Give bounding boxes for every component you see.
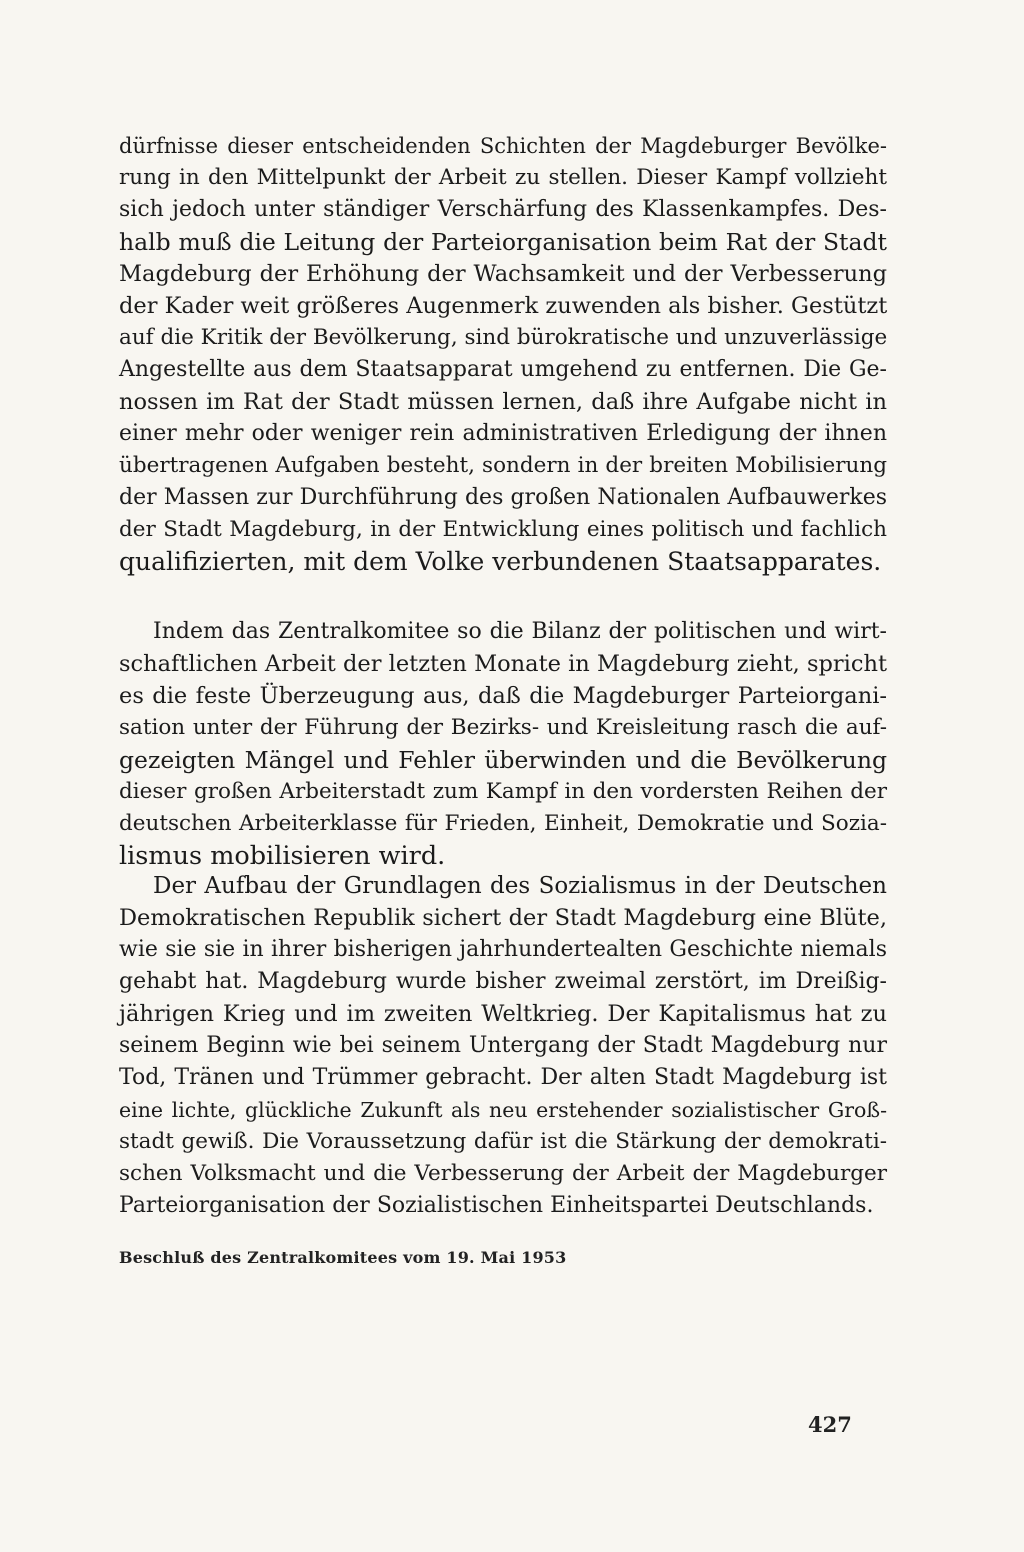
text-line: sich jedoch unter ständiger Verschärfung des Klassenkampfes. Des-: [119, 197, 887, 222]
text-line: lismus mobilisieren wird.: [119, 841, 446, 871]
text-line: qualifizierten, mit dem Volke verbundenen Staatsapparates.: [119, 547, 882, 576]
paragraph-1: [119, 130, 887, 578]
text-line: jährigen Krieg und im zweiten Weltkrieg. Der Kapitalismus hat zu: [119, 1001, 887, 1027]
text-line: einer mehr oder weniger rein administrativen Erledigung der ihnen: [119, 421, 887, 446]
text-line: Parteiorganisation der Sozialistischen Einheitspartei Deutschlands.: [119, 1193, 874, 1218]
text-line: Der Aufbau der Grundlagen des Sozialismus in der Deutschen: [153, 873, 887, 899]
text-line: eine lichte, glückliche Zukunft als neu erstehender sozialistischer Groß-: [119, 1098, 887, 1122]
text-line: Magdeburg der Erhöhung der Wachsamkeit und der Verbesserung: [119, 261, 887, 287]
text-line: übertragenen Aufgaben besteht, sondern in der breiten Mobilisierung: [119, 453, 887, 478]
text-line: halb muß die Leitung der Parteiorganisation beim Rat der Stadt: [119, 228, 887, 256]
text-line: Angestellte aus dem Staatsapparat umgehend zu entfernen. Die Ge-: [119, 357, 887, 382]
text-line: auf die Kritik der Bevölkerung, sind bürokratische und unzuverlässige: [119, 325, 888, 350]
text-line: der Massen zur Durchführung des großen Nationalen Aufbauwerkes: [119, 485, 887, 510]
text-line: wie sie sie in ihrer bisherigen jahrhundertealten Geschichte niemals: [119, 937, 887, 962]
text-line: seinem Beginn wie bei seinem Untergang der Stadt Magdeburg nur: [119, 1033, 887, 1058]
text-line: nossen im Rat der Stadt müssen lernen, daß ihre Aufgabe nicht in: [119, 389, 887, 415]
text-line: der Stadt Magdeburg, in der Entwicklung eines politisch und fachlich: [119, 517, 887, 542]
text-line: dieser großen Arbeiterstadt zum Kampf in den vordersten Reihen der: [119, 779, 887, 804]
text-line: Tod, Tränen und Trümmer gebracht. Der alten Stadt Magdeburg ist: [119, 1065, 887, 1090]
text-line: Indem das Zentralkomitee so die Bilanz der politischen und wirt-: [153, 619, 887, 644]
paragraph-3: [119, 870, 887, 1222]
resolution-signature: Beschluß des Zentralkomitees vom 19. Mai 1953: [119, 1248, 567, 1267]
text-line: schen Volksmacht und die Verbesserung der Arbeit der Magdeburger: [119, 1161, 887, 1186]
page-number: 427: [808, 1412, 852, 1437]
text-line: schaftlichen Arbeit der letzten Monate in Magdeburg zieht, spricht: [119, 651, 887, 677]
text-line: deutschen Arbeiterklasse für Frieden, Einheit, Demokratie und Sozia-: [119, 811, 887, 836]
text-line: der Kader weit größeres Augenmerk zuwenden als bisher. Gestützt: [119, 293, 888, 319]
text-line: es die feste Überzeugung aus, daß die Magdeburger Parteiorgani-: [119, 683, 887, 709]
text-line: gezeigten Mängel und Fehler überwinden und die Bevölkerung: [119, 746, 887, 774]
paragraph-2: [119, 616, 887, 872]
text-line: stadt gewiß. Die Voraussetzung dafür ist die Stärkung der demokrati-: [119, 1129, 887, 1154]
text-line: dürfnisse dieser entscheidenden Schichten der Magdeburger Bevölke-: [119, 134, 887, 158]
text-line: rung in den Mittelpunkt der Arbeit zu stellen. Dieser Kampf vollzieht: [119, 165, 887, 190]
text-line: sation unter der Führung der Bezirks- und Kreisleitung rasch die auf-: [119, 715, 887, 740]
text-line: Demokratischen Republik sichert der Stadt Magdeburg eine Blüte,: [119, 905, 887, 931]
text-line: gehabt hat. Magdeburg wurde bisher zweimal zerstört, im Dreißig-: [119, 969, 887, 994]
